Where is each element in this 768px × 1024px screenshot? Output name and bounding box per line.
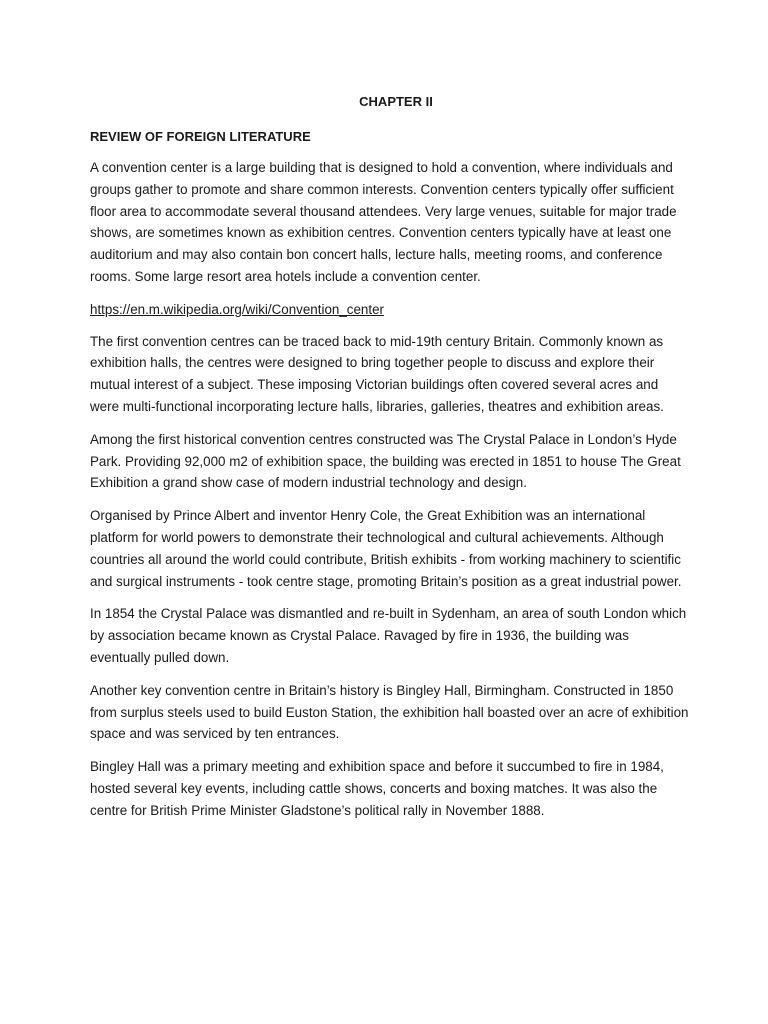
source-link[interactable]: https://en.m.wikipedia.org/wiki/Convention_center bbox=[90, 301, 384, 317]
paragraph-first-convention-centres: The first convention centres can be traced back to mid-19th century Britain. Commonly known as exhibition halls, the centres were designed to bring together people to discuss and explore their mutual interest of a subject. These imposing Victorian buildings often covered several acres and were multi-functional incorporating lecture halls, libraries, galleries, theatres and exhibition areas. bbox=[90, 333, 664, 414]
chapter-heading: CHAPTER II bbox=[359, 94, 433, 109]
section-title: REVIEW OF FOREIGN LITERATURE bbox=[90, 129, 311, 144]
paragraph-bingley-hall-events: Bingley Hall was a primary meeting and exhibition space and before it succumbed to fire in 1984, hosted several key events, including cattle shows, concerts and boxing matches. It was also the centre for British Prime Minister Gladstone’s political rally in November 1888. bbox=[90, 759, 664, 818]
paragraph-convention-center-definition: A convention center is a large building that is designed to hold a convention, where individuals and groups gather to promote and share common interests. Convention centers typically offer sufficient floor area to accommodate several thousand attendees. Very large venues, suitable for major trade shows, are sometimes known as exhibition centres. Convention centers typically have at least one auditorium and may also contain bon concert halls, lecture halls, meeting rooms, and conference rooms. Some large resort area hotels include a convention center. bbox=[90, 160, 677, 284]
paragraph-sydenham: In 1854 the Crystal Palace was dismantled and re-built in Sydenham, an area of south London which by association became known as Crystal Palace. Ravaged by fire in 1936, the building was eventually pulled down. bbox=[90, 606, 687, 665]
paragraph-crystal-palace: Among the first historical convention centres constructed was The Crystal Palace in London’s Hyde Park. Providing 92,000 m2 of exhibition space, the building was erected in 1851 to house The Great Exhibition a grand show case of modern industrial technology and design. bbox=[90, 431, 681, 491]
paragraph-bingley-hall: Another key convention centre in Britain’s history is Bingley Hall, Birmingham. Constructed in 1850 from surplus steels used to build Euston Station, the exhibition hall boasted over an acre of exhibition space and was serviced by ten entrances. bbox=[90, 682, 689, 742]
paragraph-great-exhibition: Organised by Prince Albert and inventor Henry Cole, the Great Exhibition was an international platform for world powers to demonstrate their technological and cultural achievements. Although countries all around the world could contribute, British exhibits - from working machinery to scientific and surgical instruments - took centre stage, promoting Britain’s position as a great industrial power. bbox=[90, 508, 682, 589]
page-content bbox=[90, 92, 690, 833]
